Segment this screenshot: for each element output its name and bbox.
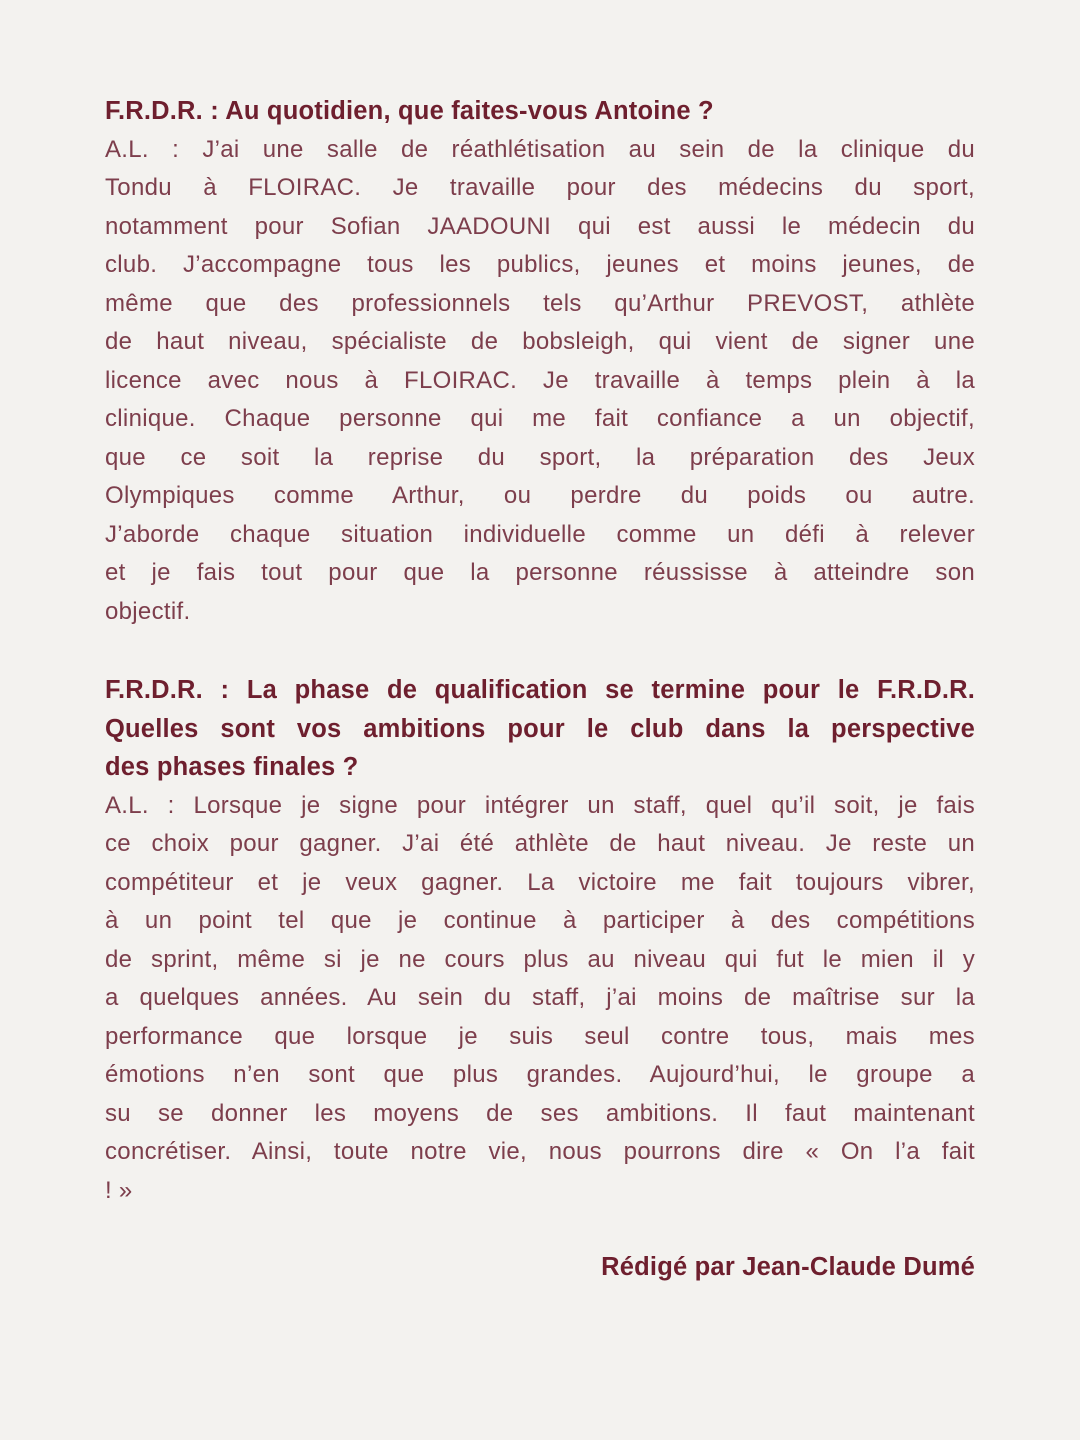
- interview-question-1: [105, 92, 975, 131]
- text-line: licence avec nous à FLOIRAC. Je travaille à temps plein à la: [105, 366, 975, 394]
- interview-answer-1: [105, 131, 975, 632]
- text-line: concrétiser. Ainsi, toute notre vie, nous pourrons dire « On l’a fait: [105, 1138, 975, 1165]
- text-line: ce choix pour gagner. J’ai été athlète de haut niveau. Je reste un: [105, 830, 975, 857]
- text-line: performance que lorsque je suis seul contre tous, mais mes: [105, 1022, 975, 1050]
- text-line: club. J’accompagne tous les publics, jeunes et moins jeunes, de: [105, 251, 975, 278]
- text-line: Olympiques comme Arthur, ou perdre du poids ou autre.: [105, 482, 975, 509]
- interview-question-2: [105, 671, 975, 787]
- text-line: Quelles sont vos ambitions pour le club dans la perspective: [105, 714, 975, 743]
- text-line: A.L. : J’ai une salle de réathlétisation au sein de la clinique du: [105, 135, 975, 163]
- text-line: de sprint, même si je ne cours plus au niveau qui fut le mien il y: [105, 945, 975, 973]
- text-line: notamment pour Sofian JAADOUNI qui est aussi le médecin du: [105, 212, 975, 240]
- text-line: à un point tel que je continue à participer à des compétitions: [105, 907, 975, 934]
- interview-answer-2: [105, 787, 975, 1211]
- text-line: de haut niveau, spécialiste de bobsleigh, qui vient de signer une: [105, 328, 975, 355]
- text-line: clinique. Chaque personne qui me fait confiance a un objectif,: [105, 405, 975, 432]
- text-line: F.R.D.R. : Au quotidien, que faites-vous Antoine ?: [105, 97, 714, 125]
- text-line: émotions n’en sont que plus grandes. Aujourd’hui, le groupe a: [105, 1061, 975, 1088]
- text-line: su se donner les moyens de ses ambitions. Il faut maintenant: [105, 1099, 975, 1127]
- text-line: ! »: [105, 1176, 133, 1204]
- text-line: compétiteur et je veux gagner. La victoire me fait toujours vibrer,: [105, 868, 975, 896]
- text-line: et je fais tout pour que la personne réussisse à atteindre son: [105, 559, 975, 586]
- text-line: même que des professionnels tels qu’Arthur PREVOST, athlète: [105, 289, 975, 317]
- text-line: F.R.D.R. : La phase de qualification se termine pour le F.R.D.R.: [105, 676, 975, 704]
- text-line: que ce soit la reprise du sport, la préparation des Jeux: [105, 443, 975, 471]
- article-byline: Rédigé par Jean-Claude Dumé: [601, 1253, 975, 1281]
- text-line: J’aborde chaque situation individuelle comme un défi à relever: [105, 520, 975, 548]
- text-line: des phases finales ?: [105, 753, 359, 781]
- text-line: objectif.: [105, 597, 191, 625]
- text-line: Tondu à FLOIRAC. Je travaille pour des médecins du sport,: [105, 174, 975, 201]
- text-line: a quelques années. Au sein du staff, j’ai moins de maîtrise sur la: [105, 984, 975, 1011]
- text-line: A.L. : Lorsque je signe pour intégrer un staff, quel qu’il soit, je fais: [105, 791, 975, 819]
